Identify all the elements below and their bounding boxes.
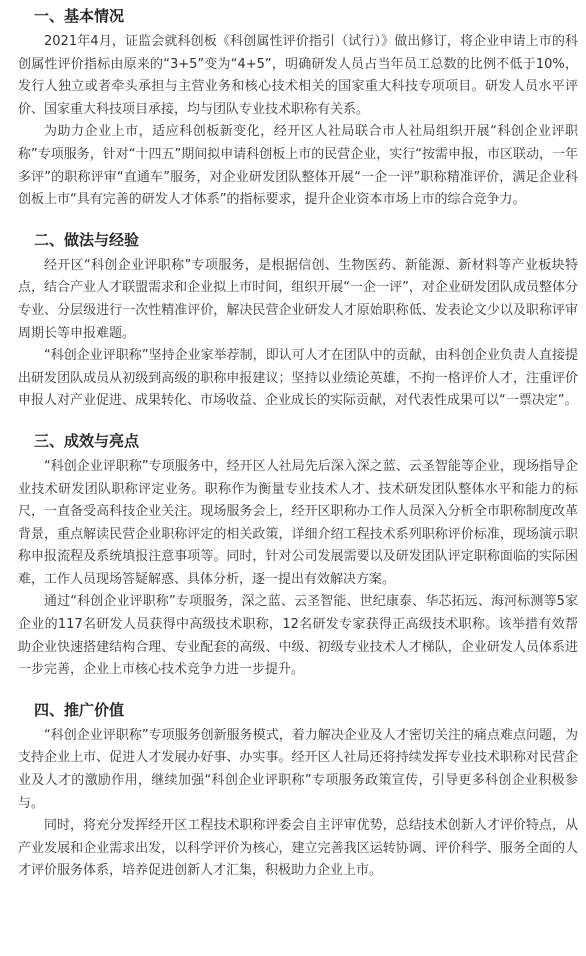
section-title-promotion-value: 四、推广价值 bbox=[34, 700, 125, 719]
paragraph: 同时，将充分发挥经开区工程技术职称评委会自主评审优势，总结技术创新人才评价特点，从产业发展和企业需求出发，以科学评价为核心，建立完善我区运转协调、评价科学、服务全面的人才评价服务体系，培养促进创新人才汇集，积极助力企业上市。 bbox=[18, 818, 578, 879]
paragraph: 为助力企业上市，适应科创板新变化，经开区人社局联合市人社局组织开展“科创企业评职称”专项服务，针对“十四五”期间拟申请科创板上市的民营企业，实行“按需申报，市区联动，一年多评”的职称评审“直通车”服务，对企业研发团队整体开展“一企一评”职称精准评价，满足企业科创板上市“具有完善的研发人才体系”的指标要求，提升企业资本市场上市的综合竞争力。 bbox=[18, 124, 578, 208]
paragraph: 经开区“科创企业评职称”专项服务，是根据信创、生物医药、新能源、新材料等产业板块特点，结合产业人才联盟需求和企业拟上市时间，组织开展“一企一评”，对企业研发团队成员整体分专业、分层级进行一次性精准评价，解决民营企业研发人才原始职称低、发表论文少以及职称评审周期长等申报难题。 bbox=[18, 257, 578, 341]
section-title-basic-situation: 一、基本情况 bbox=[34, 7, 125, 25]
paragraph: “科创企业评职称”坚持企业家举荐制，即认可人才在团队中的贡献，由科创企业负责人直接提出研发团队成员从初级到高级的职称申报建议；坚持以业绩论英雄，不拘一格评价人才，注重评价申报人对产业促进、成果转化、市场收益、企业成长的实际贡献，对代表性成果可以“一票决定”。 bbox=[18, 348, 578, 409]
paragraph: 2021年4月，证监会就科创板《科创属性评价指引（试行）》做出修订，将企业申请上市的科创属性评价指标由原来的“3+5”变为“4+5”，明确研发人员占当年员工总数的比例不低于10%，发行人独立或者牵头承担与主营业务和核心技术相关的国家重大科技专项项目。研发人员水平评价、国家重大科技项目承接，均与团队专业技术职称有关系。 bbox=[18, 34, 578, 117]
spacer bbox=[18, 413, 578, 430]
paragraph: “科创企业评职称”专项服务中，经开区人社局先后深入深之蓝、云圣智能等企业，现场指导企业技术研发团队职称评定业务。职称作为衡量专业技术人才、技术研发团队整体水平和能力的标尺，一直备受高科技企业关注。现场服务会上，经开区职称办工作人员深入分析全市职称制度改革背景，重点解读民营企业职称评定的相关政策，详细介绍工程技术系列职称评价标准，现场演示职称申报流程及系统填报注意事项等。同时，针对公司发展需要以及研发团队评定职称面临的实际困难，工作人员现场答疑解惑、具体分析，逐一提出有效解决方案。 bbox=[18, 458, 578, 587]
spacer bbox=[18, 212, 578, 229]
section-title-methods-experience: 二、做法与经验 bbox=[34, 230, 140, 249]
spacer bbox=[18, 682, 578, 699]
paragraph: 通过“科创企业评职称”专项服务，深之蓝、云圣智能、世纪康泰、华芯拓远、海河标测等5家企业的117名研发人员获得中高级技术职称，12名研发专家获得正高级技术职称。该举措有效帮助企业快速搭建结构合理、专业配套的高级、中级、初级专业技术人才梯队，企业研发人员体系进一步完善，企业上市核心技术竞争力进一步提升。 bbox=[18, 594, 578, 678]
section-title-results-highlights: 三、成效与亮点 bbox=[34, 431, 140, 450]
paragraph: “科创企业评职称”专项服务创新服务模式，着力解决企业及人才密切关注的痛点难点问题，为支持企业上市、促进人才发展办好事、办实事。经开区人社局还将持续发挥专业技术职称对民营企业及人才的激励作用，继续加强“科创企业评职称”专项服务政策宣传，引导更多科创企业积极参与。 bbox=[18, 727, 578, 811]
